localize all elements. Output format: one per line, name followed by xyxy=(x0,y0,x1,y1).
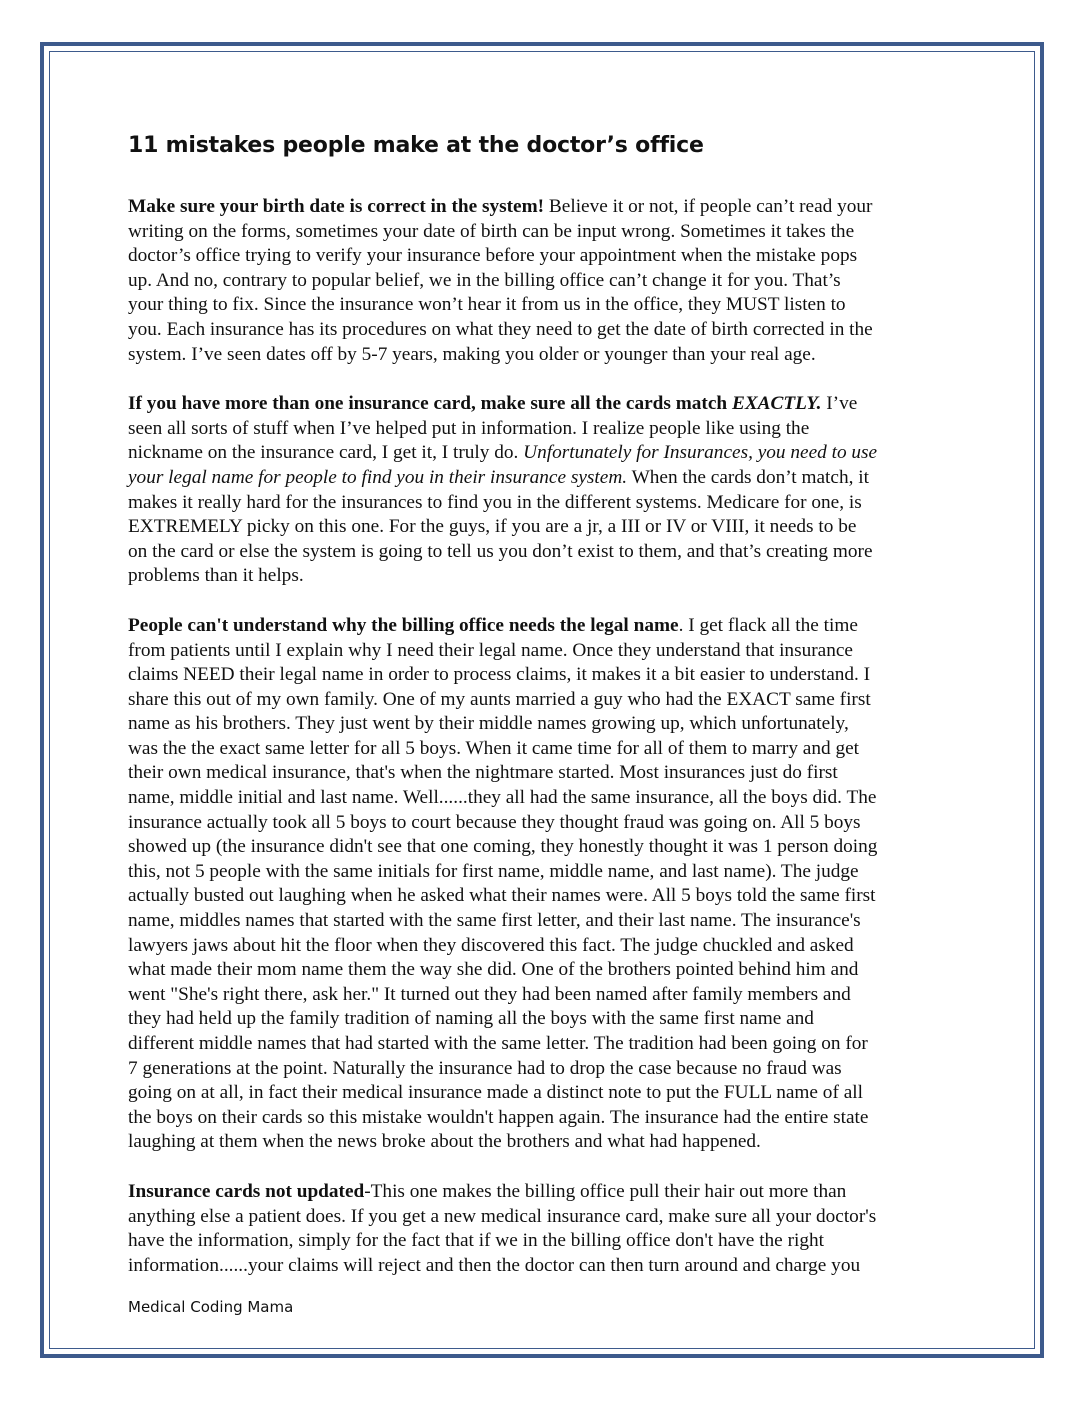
page-footer: Medical Coding Mama xyxy=(128,1298,294,1316)
paragraph-line: makes it really hard for the insurances to find you in the different systems. Medicare for one, is xyxy=(128,491,862,513)
paragraph-insurance-cards-match xyxy=(128,392,964,589)
paragraph-line: up. And no, contrary to popular belief, we in the billing office can’t change it for you. That’s xyxy=(128,269,841,291)
paragraph-line: insurance actually took all 5 boys to court because they thought fraud was going on. All 5 boys xyxy=(128,811,861,833)
text-run: nickname on the insurance card, I get it, I truly do. xyxy=(128,442,524,464)
page-title: 11 mistakes people make at the doctor’s office xyxy=(128,133,704,158)
paragraph-line xyxy=(128,1180,964,1205)
paragraph-heading: Make sure your birth date is correct in the system! xyxy=(128,196,545,217)
paragraph-line: have the information, simply for the fact that if we in the billing office don't have the right xyxy=(128,1230,824,1252)
paragraph-line: EXTREMELY picky on this one. For the guys, if you are a jr, a III or IV or VIII, it needs to be xyxy=(128,516,857,538)
paragraph-line xyxy=(128,392,964,417)
paragraph-line: laughing at them when the news broke about the brothers and what had happened. xyxy=(128,1131,761,1153)
paragraph-heading: If you have more than one insurance card, make sure all the cards match xyxy=(128,393,732,415)
paragraph-line: going on at all, in fact their medical insurance made a distinct note to put the FULL name of all xyxy=(128,1082,863,1104)
text-run: When the cards don’t match, it xyxy=(627,466,869,488)
paragraph-line: they had held up the family tradition of naming all the boys with the same first name and xyxy=(128,1008,814,1030)
paragraph-line: you. Each insurance has its procedures on what they need to get the date of birth corrected in the xyxy=(128,318,873,340)
paragraph-line: actually busted out laughing when he asked what their names were. All 5 boys told the same first xyxy=(128,885,876,907)
paragraph-line xyxy=(128,441,964,466)
paragraph-line xyxy=(128,466,964,491)
paragraph-heading: Insurance cards not updated xyxy=(128,1180,365,1202)
paragraph-line xyxy=(128,195,964,220)
document-body xyxy=(128,128,964,1303)
italic-text: your legal name for people to find you in their insurance system. xyxy=(128,466,628,488)
paragraph-line: information......your claims will reject and then the doctor can then turn around and charge you xyxy=(128,1254,861,1276)
paragraph-line: name, middles names that started with the same first letter, and their last name. The insurance's xyxy=(128,910,861,932)
paragraph-line: what made their mom name them the way she did. One of the brothers pointed behind him and xyxy=(128,959,859,981)
paragraph-line: on the card or else the system is going to tell us you don’t exist to them, and that’s creating more xyxy=(128,540,873,562)
paragraph-line: doctor’s office trying to verify your insurance before your appointment when the mistake pops xyxy=(128,245,858,267)
paragraph-line: claims NEED their legal name in order to process claims, it makes it a bit easier to understand. I xyxy=(128,664,871,686)
paragraph-line: was the the exact same letter for all 5 boys. When it came time for all of them to marry and get xyxy=(128,737,860,759)
paragraph-insurance-not-updated xyxy=(128,1180,964,1278)
italic-text: Unfortunately for Insurances, you need to use xyxy=(523,442,878,464)
paragraph-line: their own medical insurance, that's when the nightmare started. Most insurances just do first xyxy=(128,762,838,784)
text-run: -This one makes the billing office pull their hair out more than xyxy=(364,1180,847,1202)
paragraph-legal-name xyxy=(128,614,964,1155)
paragraph-line: lawyers jaws about hit the floor when they discovered this fact. The judge chuckled and asked xyxy=(128,934,854,956)
paragraph-line: share this out of my own family. One of my aunts married a guy who had the EXACT same first xyxy=(128,688,871,710)
paragraph-line: showed up (the insurance didn't see that one coming, they honestly thought it was 1 person doing xyxy=(128,836,878,858)
paragraph-line: the boys on their cards so this mistake wouldn't happen again. The insurance had the entire state xyxy=(128,1106,869,1128)
emphasis-text: EXACTLY. xyxy=(731,393,822,415)
paragraph-line: 7 generations at the point. Naturally the insurance had to drop the case because no fraud was xyxy=(128,1057,842,1079)
text-run: . I get flack all the time xyxy=(678,614,858,636)
paragraph-line: seen all sorts of stuff when I’ve helped put in information. I realize people like using the xyxy=(128,417,810,439)
paragraph-line: writing on the forms, sometimes your date of birth can be input wrong. Sometimes it takes the xyxy=(128,220,855,242)
paragraph-line xyxy=(128,614,964,639)
paragraph-birth-date xyxy=(128,195,964,367)
paragraph-line: name, middle initial and last name. Well......they all had the same insurance, all the boys did. The xyxy=(128,787,877,809)
paragraph-line: system. I’ve seen dates off by 5-7 years, making you older or younger than your real age. xyxy=(128,343,816,365)
paragraph-line: went "She's right there, ask her." It turned out they had been named after family members and xyxy=(128,983,851,1005)
paragraph-line: your thing to fix. Since the insurance won’t hear it from us in the office, they MUST listen to xyxy=(128,294,846,316)
paragraph-line: problems than it helps. xyxy=(128,565,304,587)
paragraph-line: anything else a patient does. If you get a new medical insurance card, make sure all your doctor's xyxy=(128,1205,877,1227)
paragraph-line: name as his brothers. They just went by their middle names growing up, which unfortunately, xyxy=(128,713,849,735)
paragraph-heading: People can't understand why the billing office needs the legal name xyxy=(128,614,679,636)
paragraph-line: different middle names that had started with the same letter. The tradition had been going on for xyxy=(128,1033,868,1054)
text-run: Believe it or not, if people can’t read your xyxy=(544,196,873,217)
paragraph-line: this, not 5 people with the same initials for first name, middle name, and last name). The judge xyxy=(128,860,859,882)
paragraph-line: from patients until I explain why I need their legal name. Once they understand that insurance xyxy=(128,639,853,661)
text-run: I’ve xyxy=(821,393,858,415)
